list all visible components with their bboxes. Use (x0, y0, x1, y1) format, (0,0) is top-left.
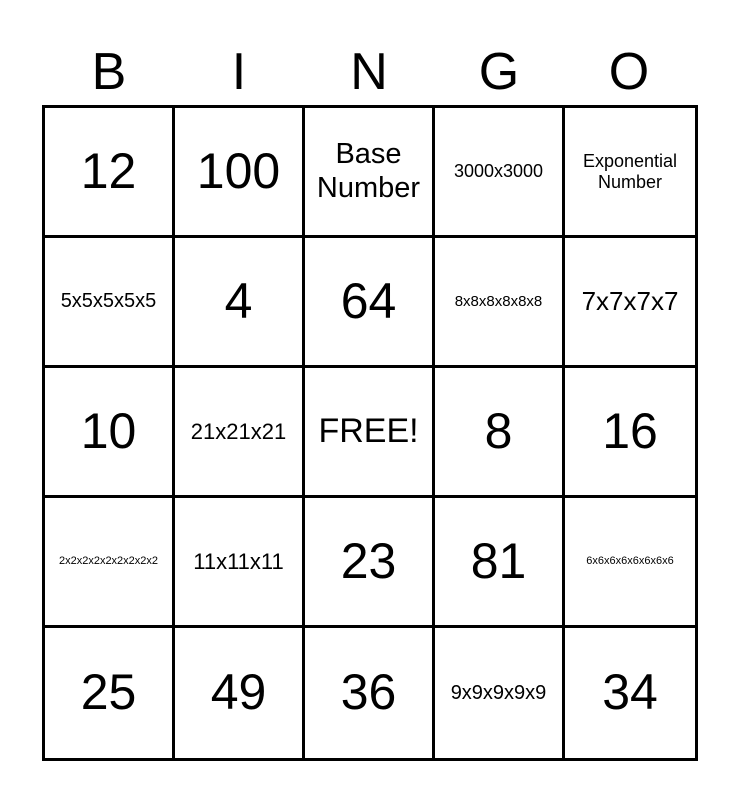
bingo-cell-free: FREE! (305, 368, 435, 498)
bingo-cell: 49 (175, 628, 305, 758)
bingo-cell: 16 (565, 368, 695, 498)
bingo-cell: 5x5x5x5x5 (45, 238, 175, 368)
bingo-cell: 6x6x6x6x6x6x6x6 (565, 498, 695, 628)
bingo-cell: 36 (305, 628, 435, 758)
bingo-cell: 3000x3000 (435, 108, 565, 238)
bingo-cell: 4 (175, 238, 305, 368)
bingo-cell: 10 (45, 368, 175, 498)
bingo-header (44, 40, 694, 104)
bingo-cell: 81 (435, 498, 565, 628)
bingo-cell: 9x9x9x9x9 (435, 628, 565, 758)
bingo-cell: 2x2x2x2x2x2x2x2x2 (45, 498, 175, 628)
bingo-cell: 11x11x11 (175, 498, 305, 628)
bingo-cell: 23 (305, 498, 435, 628)
bingo-cell: 21x21x21 (175, 368, 305, 498)
bingo-board (42, 105, 698, 761)
bingo-cell: 100 (175, 108, 305, 238)
bingo-cell: Base Number (305, 108, 435, 238)
bingo-cell: 34 (602, 664, 658, 721)
bingo-cell: 8 (435, 368, 565, 498)
bingo-cell: 12 (45, 108, 175, 238)
bingo-cell: Exponential Number (565, 108, 695, 238)
header-letter-n: N (350, 43, 388, 101)
bingo-cell: 64 (305, 238, 435, 368)
header-letter-b: B (91, 43, 127, 101)
bingo-cell: 7x7x7x7 (565, 238, 695, 368)
bingo-cell: 25 (45, 628, 175, 758)
header-letter-i: I (231, 43, 247, 101)
header-letter-o: O (608, 43, 650, 101)
header-letter-g: G (478, 43, 520, 101)
bingo-cell: 8x8x8x8x8x8 (435, 238, 565, 368)
